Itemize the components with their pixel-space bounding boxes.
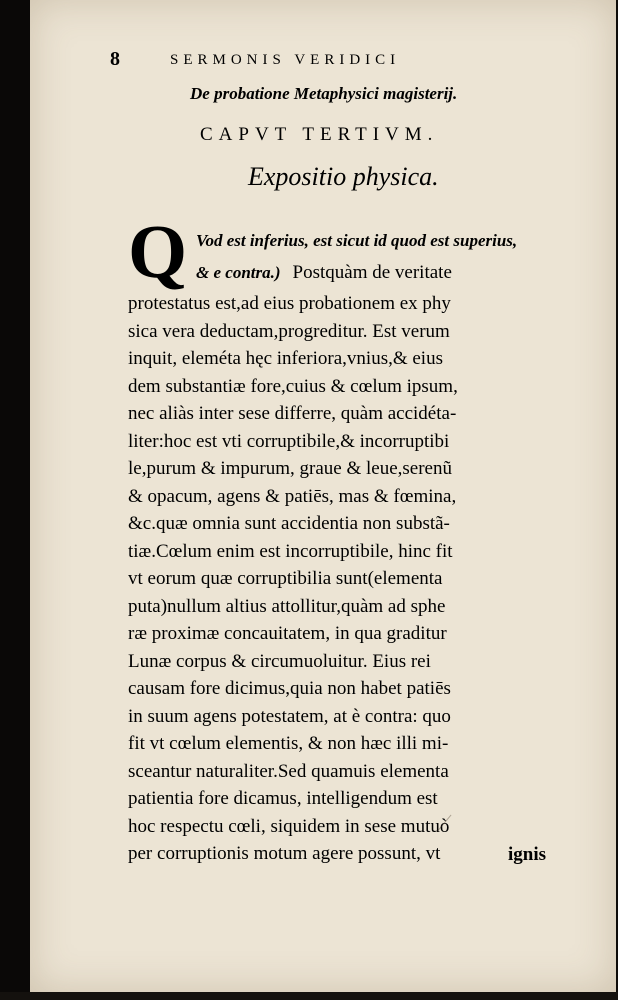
text-line: & opacum, agens & patiēs, mas & fœmina, — [128, 485, 457, 507]
text-line: patientia fore dicamus, intelligendum est — [128, 788, 438, 809]
text-line: per corruptionis motum agere possunt, vt — [128, 843, 441, 864]
page-bottom-edge — [0, 992, 618, 1000]
section-title: Expositio physica. — [248, 162, 439, 191]
text-line: Lunæ corpus & circumuoluitur. Eius rei — [128, 650, 431, 672]
text-line: nec aliàs inter sese differre, quàm accidéta- — [128, 403, 457, 424]
text-line: hoc respectu cœli, siquidem in sese mutuò — [128, 815, 450, 837]
intro-quotation — [196, 226, 568, 290]
text-line: sica vera deductam,progreditur. Est verum — [128, 320, 450, 342]
text-line: vt eorum quæ corruptibilia sunt(elementa — [128, 568, 443, 589]
intro-italic-line: & e contra.) — [196, 263, 281, 282]
intro-tail-line — [196, 256, 568, 290]
text-line: ræ proximæ concauitatem, in qua graditur — [128, 623, 447, 644]
chapter-title: CAPVT TERTIVM. — [200, 124, 439, 145]
text-line: protestatus est,ad eius probationem ex phy — [128, 293, 451, 314]
running-head: SERMONIS VERIDICI — [170, 52, 401, 68]
book-gutter — [0, 0, 30, 1000]
text-line: fit vt cœlum elementis, & non hæc illi mi- — [128, 733, 449, 754]
page-subtitle: De probatione Metaphysici magisterij. — [190, 84, 458, 103]
text-line: liter:hoc est vti corruptibile,& incorruptibi — [128, 430, 450, 452]
text-line: le,purum & impurum, graue & leue,serenũ — [128, 458, 452, 479]
text-line: puta)nullum altius attollitur,quàm ad sphe — [128, 595, 446, 617]
body-text-start: Postquàm de veritate — [292, 262, 452, 283]
text-line: in suum agens potestatem, at è contra: quo — [128, 705, 451, 727]
text-line: &c.quæ omnia sunt accidentia non substã- — [128, 513, 450, 534]
catchword: ignis — [508, 844, 547, 865]
text-line: dem substantiæ fore,cuius & cœlum ipsum, — [128, 375, 458, 397]
page-header — [110, 48, 580, 74]
text-line: tiæ.Cœlum enim est incorruptibile, hinc fit — [128, 540, 453, 562]
text-line: inquit, eleméta hęc inferiora,vnius,& eius — [128, 348, 443, 369]
text-line: sceantur naturaliter.Sed quamuis elementa — [128, 760, 449, 782]
text-line: causam fore dicimus,quia non habet patiēs — [128, 678, 451, 699]
intro-italic-line: Vod est inferius, est sicut id quod est superius, — [196, 231, 518, 250]
body-paragraph — [128, 290, 568, 868]
drop-cap-initial: Q — [128, 210, 188, 294]
page-number: 8 — [110, 48, 120, 70]
